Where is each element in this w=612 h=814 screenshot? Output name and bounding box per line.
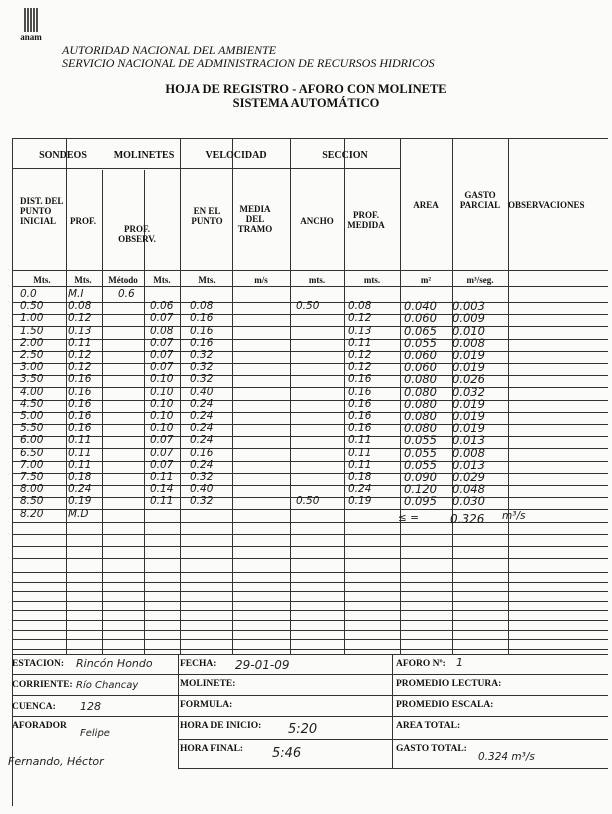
row-1-cell-7: 0.040 [404,299,437,314]
row-13-cell-4: 0.16 [190,446,214,459]
row-3-cell-3: 0.08 [150,324,174,337]
column-divider [102,170,103,654]
row-11-cell-8: 0.019 [452,421,485,436]
row-8-cell-1: 0.16 [68,385,92,398]
row-12-cell-6: 0.11 [348,434,372,447]
row-5-cell-1: 0.12 [68,349,92,361]
col-area: AREA [413,200,439,210]
unit-prof-medida: mts. [363,275,381,285]
row-15-cell-0: 7.50 [20,471,44,483]
row-1-cell-4: 0.08 [190,300,214,313]
row-7-cell-3: 0.10 [150,373,174,386]
row-18-cell-1: M.D [68,507,89,520]
row-4-cell-8: 0.008 [452,335,485,350]
row-14-cell-0: 7.00 [20,458,44,471]
row-12-cell-3: 0.07 [150,434,174,447]
aforo-label: AFORO Nº: [396,659,446,669]
area-total-label: AREA TOTAL: [396,721,461,731]
row-11-cell-6: 0.16 [348,422,372,435]
row-2-cell-3: 0.07 [150,312,174,325]
col-prof: PROF. [70,216,96,226]
row-6-cell-7: 0.060 [404,360,437,375]
unit-area: m² [420,275,432,285]
row-14-cell-6: 0.11 [348,458,372,471]
row-7-cell-7: 0.080 [404,372,437,387]
col-dist: DIST. DEL PUNTO INICIAL [20,196,63,226]
row-17-cell-8: 0.030 [452,494,485,509]
row-10-cell-7: 0.080 [404,409,437,423]
total-unit: m³/s [502,510,526,522]
gasto-total-value: 0.324 m³/s [478,751,535,763]
cuenca-value: 128 [80,700,101,713]
row-17-cell-0: 8.50 [20,495,44,508]
estacion-value: Rincón Hondo [76,657,153,670]
row-3-cell-1: 0.13 [68,324,92,337]
row-17-cell-7: 0.095 [404,494,437,509]
row-9-cell-8: 0.019 [452,396,485,411]
unit-prof-observ: Mts. [153,275,171,285]
row-2-cell-8: 0.009 [452,311,485,326]
corriente-value: Río Chancay [76,680,139,691]
promedio-escala-label: PROMEDIO ESCALA: [396,700,494,710]
row-7-cell-4: 0.32 [190,373,214,386]
row-10-cell-4: 0.24 [190,410,214,422]
total-value: 0.326 [450,512,485,526]
hora-inicio-label: HORA DE INICIO: [180,721,262,731]
col-ancho: ANCHO [300,216,334,226]
row-9-cell-3: 0.10 [150,397,174,410]
row-13-cell-6: 0.11 [348,446,372,459]
corriente-label: CORRIENTE: [12,680,73,690]
row-17-cell-3: 0.11 [150,495,174,508]
col-prof-medida: PROF. MEDIDA [347,210,385,230]
cuenca-label: CUENCA: [12,702,56,712]
row-17-cell-5: 0.50 [296,495,320,508]
row-7-cell-8: 0.026 [452,372,485,387]
hora-final-label: HORA FINAL: [180,744,244,754]
row-4-cell-6: 0.11 [348,336,372,349]
group-sondeos: SONDEOS [39,150,87,161]
footer-divider [178,654,179,768]
row-8-cell-3: 0.10 [150,385,174,398]
unit-ancho: mts. [308,275,326,285]
row-11-cell-0: 5.50 [20,422,44,435]
row-15-cell-4: 0.32 [190,471,214,483]
row-14-cell-7: 0.055 [404,457,437,472]
total-symbol: ≤ = [398,512,419,524]
formula-label: FORMULA: [180,700,233,710]
row-7-cell-1: 0.16 [68,373,92,386]
title-line-1: HOJA DE REGISTRO - AFORO CON MOLINETE [165,82,447,96]
row-15-cell-6: 0.18 [348,471,372,483]
row-8-cell-6: 0.16 [348,385,372,398]
row-6-cell-3: 0.07 [150,361,174,374]
row-13-cell-8: 0.008 [452,445,485,460]
unit-dist: Mts. [33,275,51,285]
row-5-cell-6: 0.12 [348,349,372,361]
org-line-1: AUTORIDAD NACIONAL DEL AMBIENTE [62,43,277,57]
row-16-cell-8: 0.048 [452,482,485,497]
row-9-cell-0: 4.50 [20,397,44,410]
row-16-cell-6: 0.24 [348,483,372,496]
row-13-cell-1: 0.11 [68,446,92,459]
row-15-cell-7: 0.090 [404,470,437,484]
row-10-cell-6: 0.16 [348,410,372,422]
hora-final-value: 5:46 [272,746,302,761]
row-13-cell-0: 6.50 [20,446,44,459]
aforador-label: AFORADOR [12,721,67,731]
unit-metodo: Método [108,275,138,285]
row-8-cell-7: 0.080 [404,384,437,399]
row-16-cell-4: 0.40 [190,483,214,496]
row-6-cell-0: 3.00 [20,361,44,374]
row-9-cell-7: 0.080 [404,396,437,411]
row-3-cell-0: 1.50 [20,324,44,337]
row-2-cell-0: 1.00 [20,312,44,325]
col-gasto-parcial: GASTO PARCIAL [459,190,501,210]
col-media-tramo: MEDIA DEL TRAMO [237,204,273,234]
row-14-cell-4: 0.24 [190,458,214,471]
row-2-cell-7: 0.060 [404,311,437,326]
row-1-cell-8: 0.003 [452,299,485,314]
column-divider [508,138,509,654]
title-line-2: SISTEMA AUTOMÁTICO [232,96,380,110]
row-12-cell-0: 6.00 [20,434,44,447]
unit-en-el-punto: Mts. [198,275,216,285]
row-13-cell-3: 0.07 [150,446,174,459]
row-1-cell-6: 0.08 [348,300,372,313]
row-14-cell-3: 0.07 [150,458,174,471]
organization-header [62,44,435,70]
column-divider [180,138,181,654]
footer-row-line [178,739,608,740]
row-14-cell-1: 0.11 [68,458,92,471]
row-4-cell-7: 0.055 [404,335,437,350]
row-1-cell-0: 0.50 [20,300,44,313]
estacion-label: ESTACION: [12,659,65,669]
col-en-el-punto: EN EL PUNTO [191,206,223,226]
row-5-cell-0: 2.50 [20,349,44,361]
footer-top-border [12,654,608,655]
row-12-cell-1: 0.11 [68,434,92,447]
row-9-cell-1: 0.16 [68,397,92,410]
row-14-cell-8: 0.013 [452,457,485,472]
footer-row-line [12,716,608,717]
row-3-cell-6: 0.13 [348,324,372,337]
group-header-divider [12,168,400,169]
row-0-cell-0: 0.0 [20,288,37,300]
column-divider [232,138,233,654]
group-velocidad: VELOCIDAD [205,150,267,161]
row-16-cell-1: 0.24 [68,483,92,496]
document-title [0,82,612,110]
group-seccion: SECCION [322,150,368,161]
aforador-value: Felipe [80,728,110,739]
fecha-value: 29-01-09 [235,658,290,672]
hora-inicio-value: 5:20 [288,722,318,737]
table-top-border [12,138,608,139]
row-7-cell-0: 3.50 [20,373,44,386]
row-6-cell-4: 0.32 [190,361,214,374]
unit-media: m/s [254,275,268,285]
row-3-cell-8: 0.010 [452,323,485,338]
aforador-value-2: Fernando, Héctor [8,755,104,768]
row-12-cell-8: 0.013 [452,433,485,448]
row-13-cell-7: 0.055 [404,445,437,460]
unit-gasto: m³/seg. [466,275,494,285]
row-8-cell-4: 0.40 [190,385,214,398]
row-2-cell-4: 0.16 [190,312,214,325]
footer-row-line [12,674,608,675]
logo-mark [24,8,38,32]
row-3-cell-4: 0.16 [190,324,214,337]
row-10-cell-3: 0.10 [150,410,174,422]
row-15-cell-3: 0.11 [150,471,174,483]
row-1-cell-1: 0.08 [68,300,92,313]
row-8-cell-8: 0.032 [452,384,485,399]
row-11-cell-1: 0.16 [68,422,92,435]
col-observaciones: OBSERVACIONES [508,200,585,210]
row-5-cell-7: 0.060 [404,348,437,362]
molinete-label: MOLINETE: [180,679,236,689]
row-4-cell-3: 0.07 [150,336,174,349]
row-15-cell-1: 0.18 [68,471,92,483]
row-2-cell-6: 0.12 [348,312,372,325]
group-molinetes: MOLINETES [113,150,175,161]
unit-prof: Mts. [74,275,92,285]
row-0-cell-1: M.I [68,288,84,300]
promedio-lectura-label: PROMEDIO LECTURA: [396,679,502,689]
footer-divider [392,654,393,768]
row-5-cell-8: 0.019 [452,348,485,362]
row-15-cell-8: 0.029 [452,470,485,484]
row-6-cell-1: 0.12 [68,361,92,374]
row-12-cell-7: 0.055 [404,433,437,448]
row-16-cell-7: 0.120 [404,482,437,497]
fecha-label: FECHA: [180,659,217,669]
row-8-cell-0: 4.00 [20,385,44,398]
row-10-cell-8: 0.019 [452,409,485,423]
row-2-cell-1: 0.12 [68,312,92,325]
aforo-value: 1 [456,656,463,669]
row-3-cell-7: 0.065 [404,323,437,338]
row-5-cell-3: 0.07 [150,349,174,361]
row-17-cell-6: 0.19 [348,495,372,508]
row-4-cell-0: 2.00 [20,336,44,349]
row-4-cell-4: 0.16 [190,336,214,349]
gasto-total-label: GASTO TOTAL: [396,744,467,754]
row-1-cell-3: 0.06 [150,300,174,313]
anam-logo [18,8,44,42]
row-0-cell-2: 0.6 [118,288,135,300]
row-9-cell-6: 0.16 [348,397,372,410]
row-4-cell-1: 0.11 [68,336,92,349]
row-11-cell-3: 0.10 [150,422,174,435]
row-17-cell-4: 0.32 [190,495,214,508]
row-9-cell-4: 0.24 [190,397,214,410]
row-5-cell-4: 0.32 [190,349,214,361]
row-10-cell-0: 5.00 [20,410,44,422]
row-6-cell-6: 0.12 [348,361,372,374]
column-divider [400,138,401,654]
row-10-cell-1: 0.16 [68,410,92,422]
row-16-cell-0: 8.00 [20,483,44,496]
row-11-cell-7: 0.080 [404,421,437,436]
row-7-cell-6: 0.16 [348,373,372,386]
footer-row-line [12,695,608,696]
row-18-cell-0: 8.20 [20,507,44,520]
row-16-cell-3: 0.14 [150,483,174,496]
footer-bottom-line [178,768,608,769]
logo-text: anam [20,32,42,42]
row-17-cell-1: 0.19 [68,495,92,508]
row-11-cell-4: 0.24 [190,422,214,435]
col-prof-observ: PROF. OBSERV. [118,224,156,244]
row-1-cell-5: 0.50 [296,300,320,313]
org-line-2: SERVICIO NACIONAL DE ADMINISTRACION DE RECURSOS HIDRICOS [62,56,435,70]
row-6-cell-8: 0.019 [452,360,485,375]
row-12-cell-4: 0.24 [190,434,214,447]
